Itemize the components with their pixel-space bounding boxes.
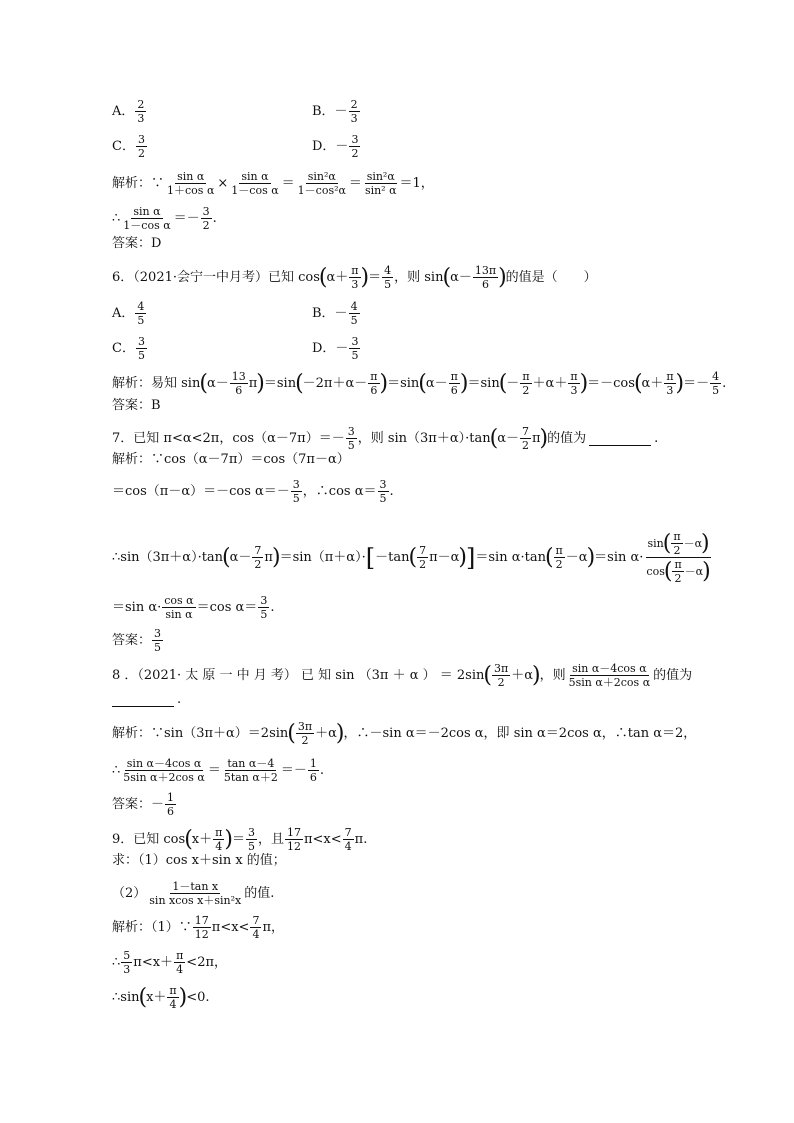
right-paren: ) <box>586 544 596 570</box>
text: α－ <box>425 375 448 391</box>
left-paren: ( <box>633 370 643 396</box>
text: ，且 <box>257 831 284 847</box>
text: ＝sin α· <box>112 599 162 615</box>
option-letter: C． <box>112 340 135 356</box>
right-paren: ) <box>539 425 549 451</box>
fraction: $\frac{2}{3}$ <box>350 98 358 125</box>
text: α－ <box>450 269 472 285</box>
q6-option-c <box>112 335 148 362</box>
left-paren: ( <box>184 826 193 852</box>
fraction: $\frac{\text{sin α}}{\text{1－cos α}}$ <box>123 205 171 232</box>
text: ，则 sin（3π＋α）·tan <box>357 430 491 446</box>
text: . <box>177 692 182 707</box>
option-letter: D．－ <box>312 340 349 356</box>
right-paren: ) <box>224 826 233 852</box>
question-text: 8 ．（2021· 太 原 一 中 月 考） 已 知 sin （3π ＋ α ） ＝ 2sin <box>112 667 485 683</box>
text: π. <box>354 831 368 847</box>
text: －2π＋α－ <box>302 375 368 391</box>
fraction: $\frac{13}{6}$ <box>231 370 246 397</box>
left-paren: ( <box>498 370 508 396</box>
text: . <box>722 375 727 391</box>
text: 的值为 <box>653 667 693 683</box>
right-bracket: ] <box>465 543 476 572</box>
right-paren: ) <box>379 370 389 396</box>
fraction: $\frac{\pi}{4}$ <box>215 826 223 853</box>
fraction: $\frac{3\pi}{2}$ <box>297 720 313 747</box>
left-paren: ( <box>222 544 231 570</box>
fraction: $\frac{7}{4}$ <box>344 826 352 853</box>
fraction: $\frac{3}{5}$ <box>379 478 387 505</box>
q9-ask-1 <box>112 853 286 869</box>
text: π <box>264 549 273 565</box>
question-text: 9．已知 cos <box>112 831 186 847</box>
left-paren: ( <box>138 984 148 1010</box>
q7-stem <box>112 425 658 452</box>
text: x＋ <box>146 989 167 1005</box>
fraction: $\frac{3}{2}$ <box>137 133 145 160</box>
left-paren: ( <box>442 264 452 290</box>
text: . <box>212 210 217 226</box>
fraction: $\frac{4}{5}$ <box>384 264 392 291</box>
q8-solution-line-2 <box>112 757 324 784</box>
fraction: $\frac{\pi}{3}$ <box>570 370 578 397</box>
text: ＝ <box>207 762 221 778</box>
text: ＝sin α·tan <box>475 549 546 565</box>
text: x＋ <box>191 831 213 847</box>
left-paren: ( <box>408 544 418 570</box>
text: ＝ <box>348 175 362 191</box>
right-paren: ) <box>498 264 507 290</box>
text: π<x＋ <box>133 954 174 970</box>
q5-option-c <box>112 133 148 160</box>
text: ＝sin α· <box>594 549 644 565</box>
answer-text: 答案：D <box>112 236 162 251</box>
fraction: $\frac{\pi}{4}$ <box>169 984 177 1011</box>
text: ＝ <box>281 175 295 191</box>
right-paren: ) <box>702 558 711 584</box>
left-paren: ( <box>483 662 492 688</box>
fraction: $\frac{5}{3}$ <box>123 949 131 976</box>
option-letter: B．－ <box>312 103 348 119</box>
q9-stem <box>112 826 367 853</box>
q6-option-b <box>312 300 361 327</box>
right-paren: ) <box>256 370 265 396</box>
q8-stem <box>112 662 692 689</box>
left-paren: ( <box>199 370 208 396</box>
option-letter: A． <box>112 305 135 321</box>
text: －tan <box>375 549 410 565</box>
text: π<x< <box>303 831 342 847</box>
option-letter: C． <box>112 138 135 154</box>
text: ，∴cos α＝ <box>302 483 377 499</box>
text: ＝sin <box>467 375 500 391</box>
fraction: $\frac{17}{12}$ <box>286 826 301 853</box>
fraction: $\frac{\text{sin α－4cos α}}{\text{5sin α＋2cos α}}$ <box>568 662 651 689</box>
denominator <box>644 558 711 585</box>
q5-answer <box>112 236 161 252</box>
fraction: $\frac{4}{5}$ <box>137 300 145 327</box>
text: ＋α <box>511 667 533 683</box>
text: ＝－ <box>683 375 710 391</box>
q9-solution-line-2 <box>112 949 227 976</box>
solution-label: 解析：∵cos（α－7π）＝cos（7π－α） <box>112 452 350 467</box>
q5-solution-line <box>112 170 434 197</box>
fraction: $\frac{7}{2}$ <box>254 544 262 571</box>
q7-solution-line-1 <box>112 452 350 468</box>
fraction: $\frac{\pi}{4}$ <box>176 949 184 976</box>
fraction: $\frac{4}{5}$ <box>350 300 358 327</box>
text: π <box>248 375 258 391</box>
text: ∴ <box>112 954 121 970</box>
text: . <box>270 599 275 615</box>
text: α－ <box>229 549 252 565</box>
text: ＝ <box>368 269 382 285</box>
answer-text: 答案：B <box>112 398 161 413</box>
fraction: $\frac{\text{sin α－4cos α}}{\text{5sin α＋2cos α}}$ <box>123 757 205 784</box>
fraction: $\frac{\pi}{2}$ <box>674 558 682 585</box>
text: α＋ <box>641 375 664 391</box>
q8-blank-line <box>112 692 181 708</box>
fraction: $\frac{3}{5}$ <box>260 594 268 621</box>
text: 求：（1）cos x＋sin x 的值； <box>112 853 286 868</box>
text: ＝－ <box>173 210 200 226</box>
right-paren: ) <box>531 662 541 688</box>
text: α－ <box>206 375 229 391</box>
fraction: $\frac{3}{5}$ <box>247 826 255 853</box>
text: . <box>654 430 659 446</box>
text: ，∴－sin α＝－2cos α，即 sin α＝2cos α，∴tan α＝2， <box>343 725 697 741</box>
fraction: $\frac{\pi}{3}$ <box>666 370 674 397</box>
fraction: $\frac{7}{2}$ <box>522 425 529 452</box>
text: ＝sin <box>387 375 420 391</box>
fraction: $\frac{\text{sin²α}}{\text{1－cos²α}}$ <box>297 170 346 197</box>
text: ＋α＋ <box>532 375 568 391</box>
q5-conclusion-line <box>112 205 217 232</box>
text: 的值. <box>244 885 275 901</box>
left-paren: ( <box>418 370 427 396</box>
fraction: $\frac{4}{5}$ <box>712 370 720 397</box>
text: <0. <box>186 989 210 1005</box>
text: ＝ <box>231 831 245 847</box>
text: sin <box>647 537 664 550</box>
fraction: $\frac{3}{2}$ <box>202 205 210 232</box>
fraction: $\frac{\pi}{2}$ <box>555 544 563 571</box>
q8-answer <box>112 791 177 818</box>
q8-solution-line-1 <box>112 720 696 747</box>
text: 的值是（ ） <box>505 269 597 285</box>
fraction: $\frac{\text{tan α－4}}{\text{5tan α＋2}}$ <box>223 757 278 784</box>
text: ＝－cos <box>587 375 635 391</box>
solution-label: 解析：易知 sin <box>112 375 201 391</box>
text: <2π， <box>186 954 228 970</box>
solution-label: 解析：∵sin（3π＋α）＝2sin <box>112 725 289 741</box>
text: π<x< <box>211 919 250 935</box>
text: ＝cos（π－α）＝－cos α＝－ <box>112 483 290 499</box>
text: －α <box>684 565 704 578</box>
answer-text: 答案：－ <box>112 796 165 812</box>
fraction: $\frac{13\pi}{6}$ <box>474 264 497 291</box>
numerator <box>646 530 711 558</box>
q7-solution-line-2 <box>112 478 394 505</box>
fraction: $\frac{2}{3}$ <box>137 98 145 125</box>
fraction: $\frac{\text{sin α}}{\text{1－cos α}}$ <box>231 170 279 197</box>
text: （2） <box>112 885 147 901</box>
q9-solution-line-1 <box>112 914 284 941</box>
fraction: $\frac{3}{5}$ <box>292 478 300 505</box>
text: ＝1， <box>399 175 434 191</box>
text: × <box>217 175 229 191</box>
answer-blank[interactable] <box>589 432 651 446</box>
right-paren: ) <box>459 370 469 396</box>
right-paren: ) <box>675 370 685 396</box>
text: π－α <box>429 549 460 565</box>
fraction: $\frac{17}{12}$ <box>194 914 209 941</box>
q7-solution-line-3 <box>112 530 713 585</box>
q7-answer <box>112 627 164 654</box>
option-letter: A． <box>112 103 135 119</box>
q9-solution-line-3 <box>112 984 210 1011</box>
fraction: $\frac{3}{5}$ <box>137 335 145 362</box>
question-text: 7．已知 π<α<2π，cos（α－7π）＝－ <box>112 430 345 446</box>
fraction: $\frac{3}{5}$ <box>351 335 359 362</box>
option-letter: D．－ <box>312 138 349 154</box>
fraction: $\frac{\pi}{2}$ <box>673 530 681 557</box>
q5-option-a <box>112 98 147 125</box>
left-bracket: [ <box>365 543 376 572</box>
text: cos <box>646 565 665 578</box>
fraction: $\frac{3}{5}$ <box>154 627 162 654</box>
fraction: $\frac{\pi}{3}$ <box>351 264 359 291</box>
q7-solution-line-4 <box>112 594 274 621</box>
left-paren: ( <box>287 720 296 746</box>
text: π， <box>262 919 284 935</box>
fraction: $\frac{\text{1－tan x}}{\text{sin xcos x＋sin²x}}$ <box>149 880 242 907</box>
option-letter: B．－ <box>312 305 348 321</box>
text: 的值为 <box>547 430 587 446</box>
left-paren: ( <box>544 544 554 570</box>
q6-option-a <box>112 300 147 327</box>
fraction: $\frac{3}{5}$ <box>347 425 355 452</box>
fraction: $\frac{7}{4}$ <box>252 914 260 941</box>
answer-blank[interactable] <box>112 693 174 707</box>
q5-option-b <box>312 98 361 125</box>
fraction: $\frac{7}{2}$ <box>419 544 427 571</box>
right-paren: ) <box>335 720 345 746</box>
compound-fraction <box>644 530 711 585</box>
left-paren: ( <box>663 558 673 584</box>
fraction: $\frac{\pi}{2}$ <box>522 370 530 397</box>
text: － <box>506 375 520 391</box>
solution-label: 解析：∵ <box>112 175 165 191</box>
text: ∴ <box>112 762 121 778</box>
q6-answer <box>112 398 161 414</box>
right-paren: ) <box>701 530 710 556</box>
text: π <box>532 430 541 446</box>
text: ＝sin（π＋α）· <box>279 549 366 565</box>
text: ∴sin（3π＋α）·tan <box>112 549 224 565</box>
text: ＝－ <box>280 762 307 778</box>
q6-solution <box>112 370 726 397</box>
text: ＝cos α＝ <box>196 599 258 615</box>
fraction: $\frac{\pi}{6}$ <box>450 370 458 397</box>
q6-stem <box>112 264 597 291</box>
text: ＋α <box>315 725 337 741</box>
fraction: $\frac{3}{2}$ <box>351 133 359 160</box>
left-paren: ( <box>318 264 328 290</box>
text: －α <box>683 537 703 550</box>
left-paren: ( <box>662 530 672 556</box>
answer-text: 答案： <box>112 632 152 648</box>
question-text: 6．（2021·会宁一中月考）已知 cos <box>112 269 320 285</box>
text: . <box>389 483 394 499</box>
text: ∴sin <box>112 989 140 1005</box>
text: ∴ <box>112 210 121 226</box>
text: α－ <box>497 430 519 446</box>
fraction: $\frac{\pi}{6}$ <box>370 370 378 397</box>
right-paren: ) <box>271 544 281 570</box>
fraction: $\frac{\text{sin²α}}{\text{sin² α}}$ <box>364 170 397 197</box>
text: －α <box>565 549 588 565</box>
q6-option-d <box>312 335 361 362</box>
fraction: $\frac{1}{6}$ <box>309 757 317 784</box>
right-paren: ) <box>579 370 589 396</box>
fraction: $\frac{3\pi}{2}$ <box>493 662 509 689</box>
text: ＝sin <box>263 375 297 391</box>
fraction: $\frac{\text{sin α}}{\text{1＋cos α}}$ <box>167 170 215 197</box>
text: . <box>319 762 324 778</box>
fraction: $\frac{1}{6}$ <box>167 791 175 818</box>
text: α＋ <box>326 269 349 285</box>
text: ，则 sin <box>394 269 444 285</box>
left-paren: ( <box>295 370 304 396</box>
right-paren: ) <box>360 264 370 290</box>
text: ，则 <box>539 667 566 683</box>
fraction: $\frac{\text{cos α}}{\text{sin α}}$ <box>164 594 194 621</box>
right-paren: ) <box>458 544 467 570</box>
solution-label: 解析：（1）∵ <box>112 919 192 935</box>
q9-ask-2 <box>112 880 274 907</box>
left-paren: ( <box>489 425 499 451</box>
right-paren: ) <box>178 984 188 1010</box>
q5-option-d <box>312 133 361 160</box>
